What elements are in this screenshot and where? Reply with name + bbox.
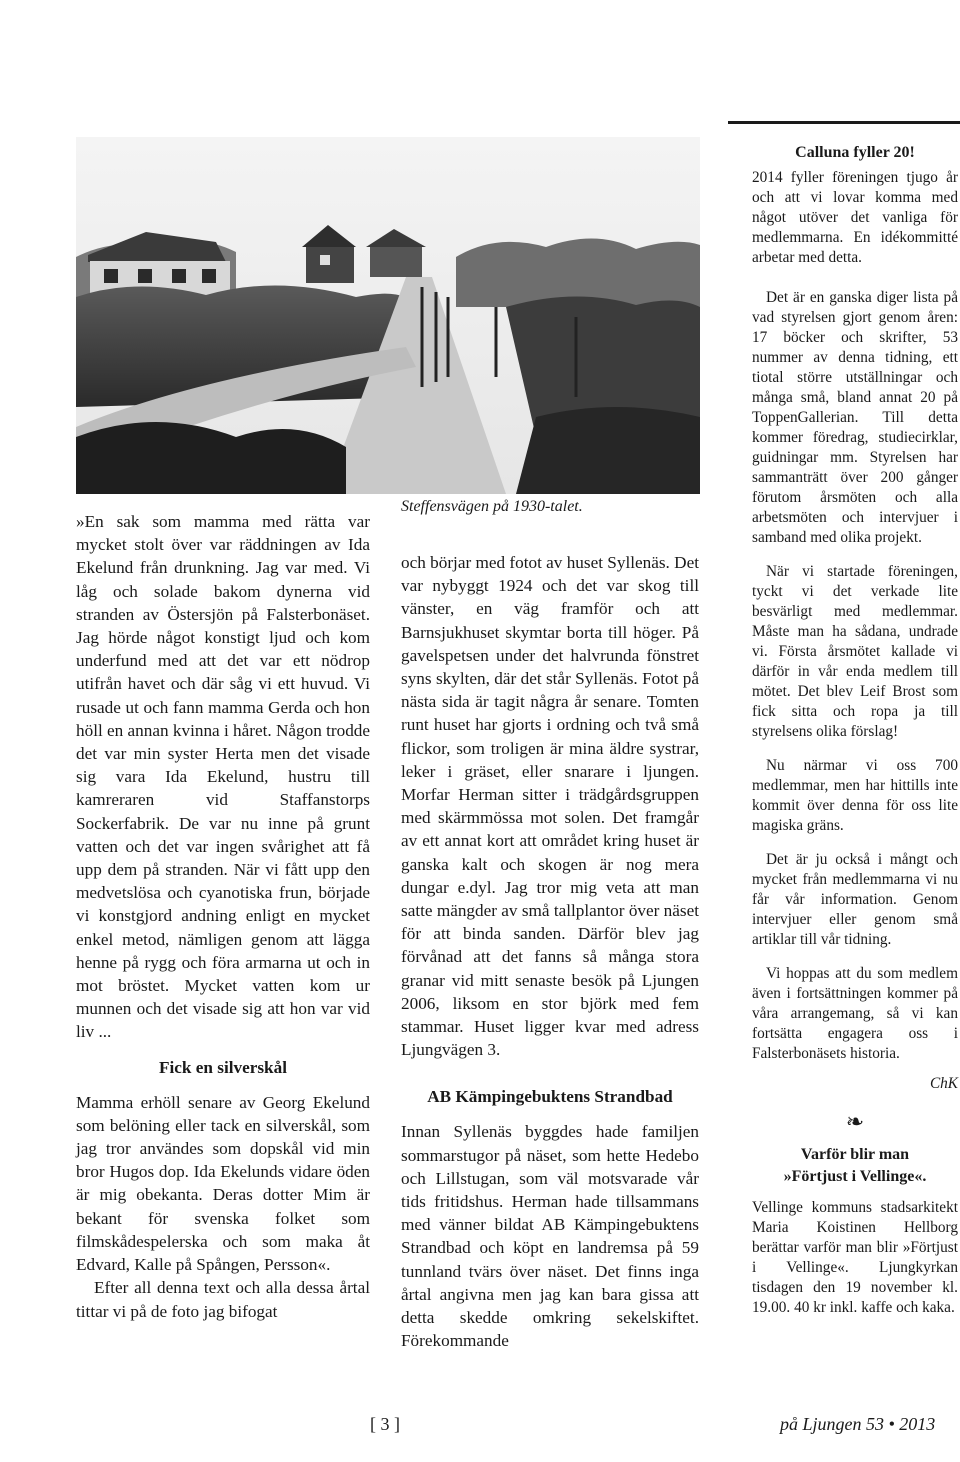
- col1-paragraph-2: Mamma erhöll senare av Georg Ekelund som belöning eller tack en silverskål, som jag tror användes som dopskål vid min bror Hugos dop. Ida Ekelunds vidare öden är mig obekanta. Deras dotter Mim är bekant för svenska folket som filmskådespelerska och som maka åt Edvard, Kalle på Spången, Persson«.: [76, 1092, 370, 1275]
- historic-photo: [76, 137, 700, 494]
- col3-heading-2a: Varför blir man: [800, 1146, 910, 1163]
- col2-paragraph-2: Innan Syllenäs byggdes hade familjen sommarstugor på näset, som hette Hedebo och Lillstugan, som väl motsvarade vår tids fritidshus. Herman hade tillsammans med vänner bildat AB Kämpingebuktens Strandbad och köpt en landremsa på 59 tunnland tvärs över näset. Det finns inga årtal angivna men jag kan bara gissa att detta skedde omkring sekelskiftet. Förekommande: [401, 1122, 699, 1351]
- page-number: [ 3 ]: [370, 1414, 400, 1434]
- col3-paragraph-6: Vi hoppas att du som medlem även i fortsättningen kommer på våra arrangemang, så vi kan fortsätta engagera oss i Falsterbonäsets historia.: [752, 965, 958, 1062]
- photo-caption: Steffensvägen på 1930-talet.: [401, 498, 583, 515]
- col1-heading: Fick en silverskål: [159, 1057, 287, 1077]
- col3-paragraph-7: Vellinge kommuns stadsarkitekt Maria Koistinen Hellborg berättar varför man blir »Förtjust i Vellinge«. Ljungkyrkan tisdagen den 19 november kl. 19.00. 40 kr inkl. kaffe och kaka.: [752, 1199, 958, 1316]
- col3-heading-2b: »Förtjust i Vellinge«.: [783, 1168, 927, 1185]
- col2-paragraph-1: och börjar med fotot av huset Syllenäs. Det var nybyggt 1924 och det var skog till vänster, en väg framför och att Barnsjukhuset skymtar borta till höger. På gavelspetsen under det halvrunda fönstret syns skylten, där det står Syllenäs. Fotot på nästa sida är tagit några år senare. Tomten runt huset har gjorts i ordning och två små flickor, som troligen är mina äldre systrar, leker i gräset, eller snarare i ljungen. Morfar Herman sitter i trädgårdsgruppen med skärmmössa mot solen. Det framgår av ett annat kort att området kring huset är ganska kalt och skogen är nog mera dungar e.dyl. Jag tror mig veta att man satte mängder av små tallplantor över näset för att binda sanden. Därför blev jag förvånad att det fanns så många stora granar vid mitt senaste besök på Ljungen 2006, liksom en stor björk med fem stammar. Huset ligger kvar med adress Ljungvägen 3.: [401, 553, 699, 1060]
- top-rule: [728, 121, 960, 124]
- col3-heading: Calluna fyller 20!: [795, 144, 915, 161]
- col3-paragraph-1: 2014 fyller föreningen tjugo år och att vi lovar komma med något utöver det vanliga för medlemmarna. En idékommitté arbetar med detta.: [752, 169, 958, 266]
- col3-paragraph-4: Nu närmar vi oss 700 medlemmar, men har hittills inte kommit över denna för oss lite magiska gräns.: [752, 757, 958, 834]
- column-3: [752, 141, 958, 1318]
- column-1: [76, 510, 370, 1323]
- col3-paragraph-2: Det är en ganska diger lista på vad styrelsen gjort genom åren: 17 böcker och skrifter, 53 nummer av denna tidning, ett tiotal större utställningar och många små, bland annat 20 på ToppenGallerian. Till detta kommer föredrag, studiecirklar, guidningar mm. Styrelsen har sammanträtt över 200 gånger förutom årsmöten och alla arbetsmöten och intervjuer i samband med olika projekt.: [752, 289, 958, 546]
- col3-paragraph-3: När vi startade föreningen, tyckt vi det verkade lite besvärligt med medlemmar. Måste man ha sådana, undrade vi. Första årsmötet kallade vi därför in vår enda medlem till mötet. Det blev Leif Brost som fick sitta och ropa ja till styrelsens olika förslag!: [752, 563, 958, 740]
- signature: ChK: [929, 1075, 958, 1092]
- col1-paragraph-3: Efter all denna text och alla dessa årtal tittar vi på de foto jag bifogat: [76, 1278, 370, 1321]
- issue-label: på Ljungen 53 • 2013: [780, 1414, 936, 1434]
- column-2: [401, 551, 699, 1353]
- fleuron-icon: ❧: [845, 1109, 865, 1134]
- col1-paragraph-1: »En sak som mamma med rätta var mycket stolt över var räddningen av Ida Ekelund från drunkning. Jag var med. Vi låg och solade bakom dynerna vid stranden av Östersjön på Falsterbonäset. Jag hörde något konstigt ljud och kom underfund med att det var ett nödrop utifrån havet och där såg vi ett huvud. Vi rusade ut och fann mamma Gerda och hon höll en annan kvinna i håret. Någon trodde det var min syster Herta men det visade sig vara Ida Ekelund, hustru till kamreraren vid Staffanstorps Sockerfabrik. De var nu inne på grunt vatten och det var ingen svårighet att få upp dem på stranden. När vi fått upp den medvetslösa och cyanotiska frun, började vi konstgjord andning enligt en mycket enkel metod, nämligen genom att lägga henne på rygg och föra armarna ut och in mot bröstet. Mycket vatten kom ur munnen och det visade sig att hon var vid liv ...: [76, 512, 371, 1042]
- col3-paragraph-5: Det är ju också i mångt och mycket från medlemmarna vi nu får vår information. Genom intervjuer eller genom små artiklar till vår tidning.: [752, 851, 958, 948]
- col2-heading: AB Kämpingebuktens Strandbad: [427, 1087, 673, 1107]
